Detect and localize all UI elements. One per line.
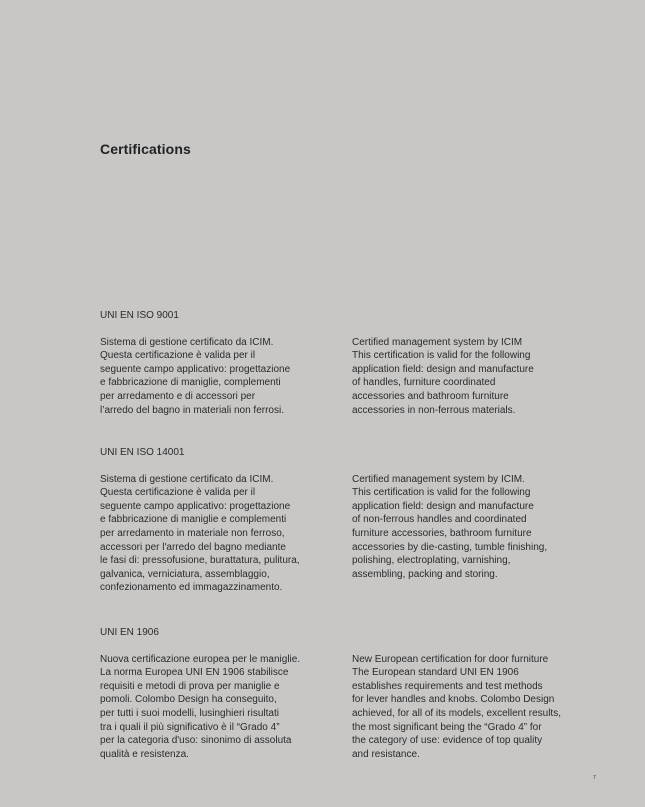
text-line: The European standard UNI EN 1906 [352,667,519,679]
text-line: This certification is valid for the following [352,487,531,499]
section-heading: UNI EN ISO 14001 [100,447,185,458]
section-uni-en-iso-14001 [100,446,580,594]
text-line: galvanica, verniciatura, assemblaggio, [100,568,270,580]
text-line: requisiti e metodi di prova per maniglie e [100,680,280,692]
text-line: accessori per l'arredo del bagno mediante [100,541,286,553]
text-line: confezionamento ed immagazzinamento. [100,582,283,594]
italian-text [100,653,300,762]
page-title: Certifications [100,141,191,157]
text-line: New European certification for door furniture [352,653,549,665]
text-line: This certification is valid for the following [352,350,531,362]
text-line: Sistema di gestione certificato da ICIM. [100,473,274,485]
text-line: the most significant being the “Grado 4” for [352,721,542,733]
section-heading: UNI EN ISO 9001 [100,310,179,321]
text-line: application field: design and manufacture [352,363,534,375]
text-line: seguente campo applicativo: progettazione [100,363,291,375]
text-line: accessories in non-ferrous materials. [352,404,516,416]
section-heading: UNI EN 1906 [100,627,159,638]
text-line: e fabbricazione di maniglie, complementi [100,377,281,389]
text-line: e fabbricazione di maniglie e complementi [100,514,287,526]
text-line: per arredamento e di accessori per [100,390,256,402]
text-line: assembling, packing and storing. [352,568,498,580]
text-line: for lever handles and knobs. Colombo Design [352,694,555,706]
italian-text [100,473,300,595]
section-uni-en-1906 [100,626,580,760]
text-line: and resistance. [352,748,420,760]
text-line: per la categoria d'uso: sinonimo di assoluta [100,735,292,747]
italian-text [100,336,290,418]
text-line: La norma Europea UNI EN 1906 stabilisce [100,667,289,679]
text-line: Certified management system by ICIM. [352,473,525,485]
text-line: achieved, for all of its models, excellent results, [352,707,561,719]
text-line: of non-ferrous handles and coordinated [352,514,527,526]
text-line: Nuova certificazione europea per le maniglie. [100,653,301,665]
text-line: per tutti i suoi modelli, lusinghieri risultati [100,707,279,719]
text-line: furniture accessories, bathroom furniture [352,527,532,539]
text-line: l’arredo del bagno in materiali non ferrosi. [100,404,284,416]
text-line: Questa certificazione è valida per il [100,487,256,499]
text-line: establishes requirements and test methods [352,680,543,692]
text-line: tra i quali il più significativo è il “Grado 4” [100,721,280,733]
english-text [352,336,534,418]
text-line: accessories by die-casting, tumble finishing, [352,541,548,553]
section-uni-en-iso-9001 [100,309,580,416]
text-line: of handles, furniture coordinated [352,377,496,389]
text-line: qualità e resistenza. [100,748,189,760]
english-text [352,653,561,762]
text-line: the category of use: evidence of top quality [352,735,543,747]
text-line: application field: design and manufacture [352,500,534,512]
text-line: per arredamento in materiale non ferroso, [100,527,285,539]
text-line: Certified management system by ICIM [352,336,523,348]
english-text [352,473,547,582]
text-line: pomoli. Colombo Design ha conseguito, [100,694,277,706]
text-line: seguente campo applicativo: progettazione [100,500,291,512]
text-line: polishing, electroplating, varnishing, [352,555,511,567]
text-line: le fasi di: pressofusione, burattatura, pulitura, [100,555,300,567]
text-line: Questa certificazione è valida per il [100,350,256,362]
text-line: Sistema di gestione certificato da ICIM. [100,336,274,348]
text-line: accessories and bathroom furniture [352,390,509,402]
page-number: 7 [593,775,596,781]
